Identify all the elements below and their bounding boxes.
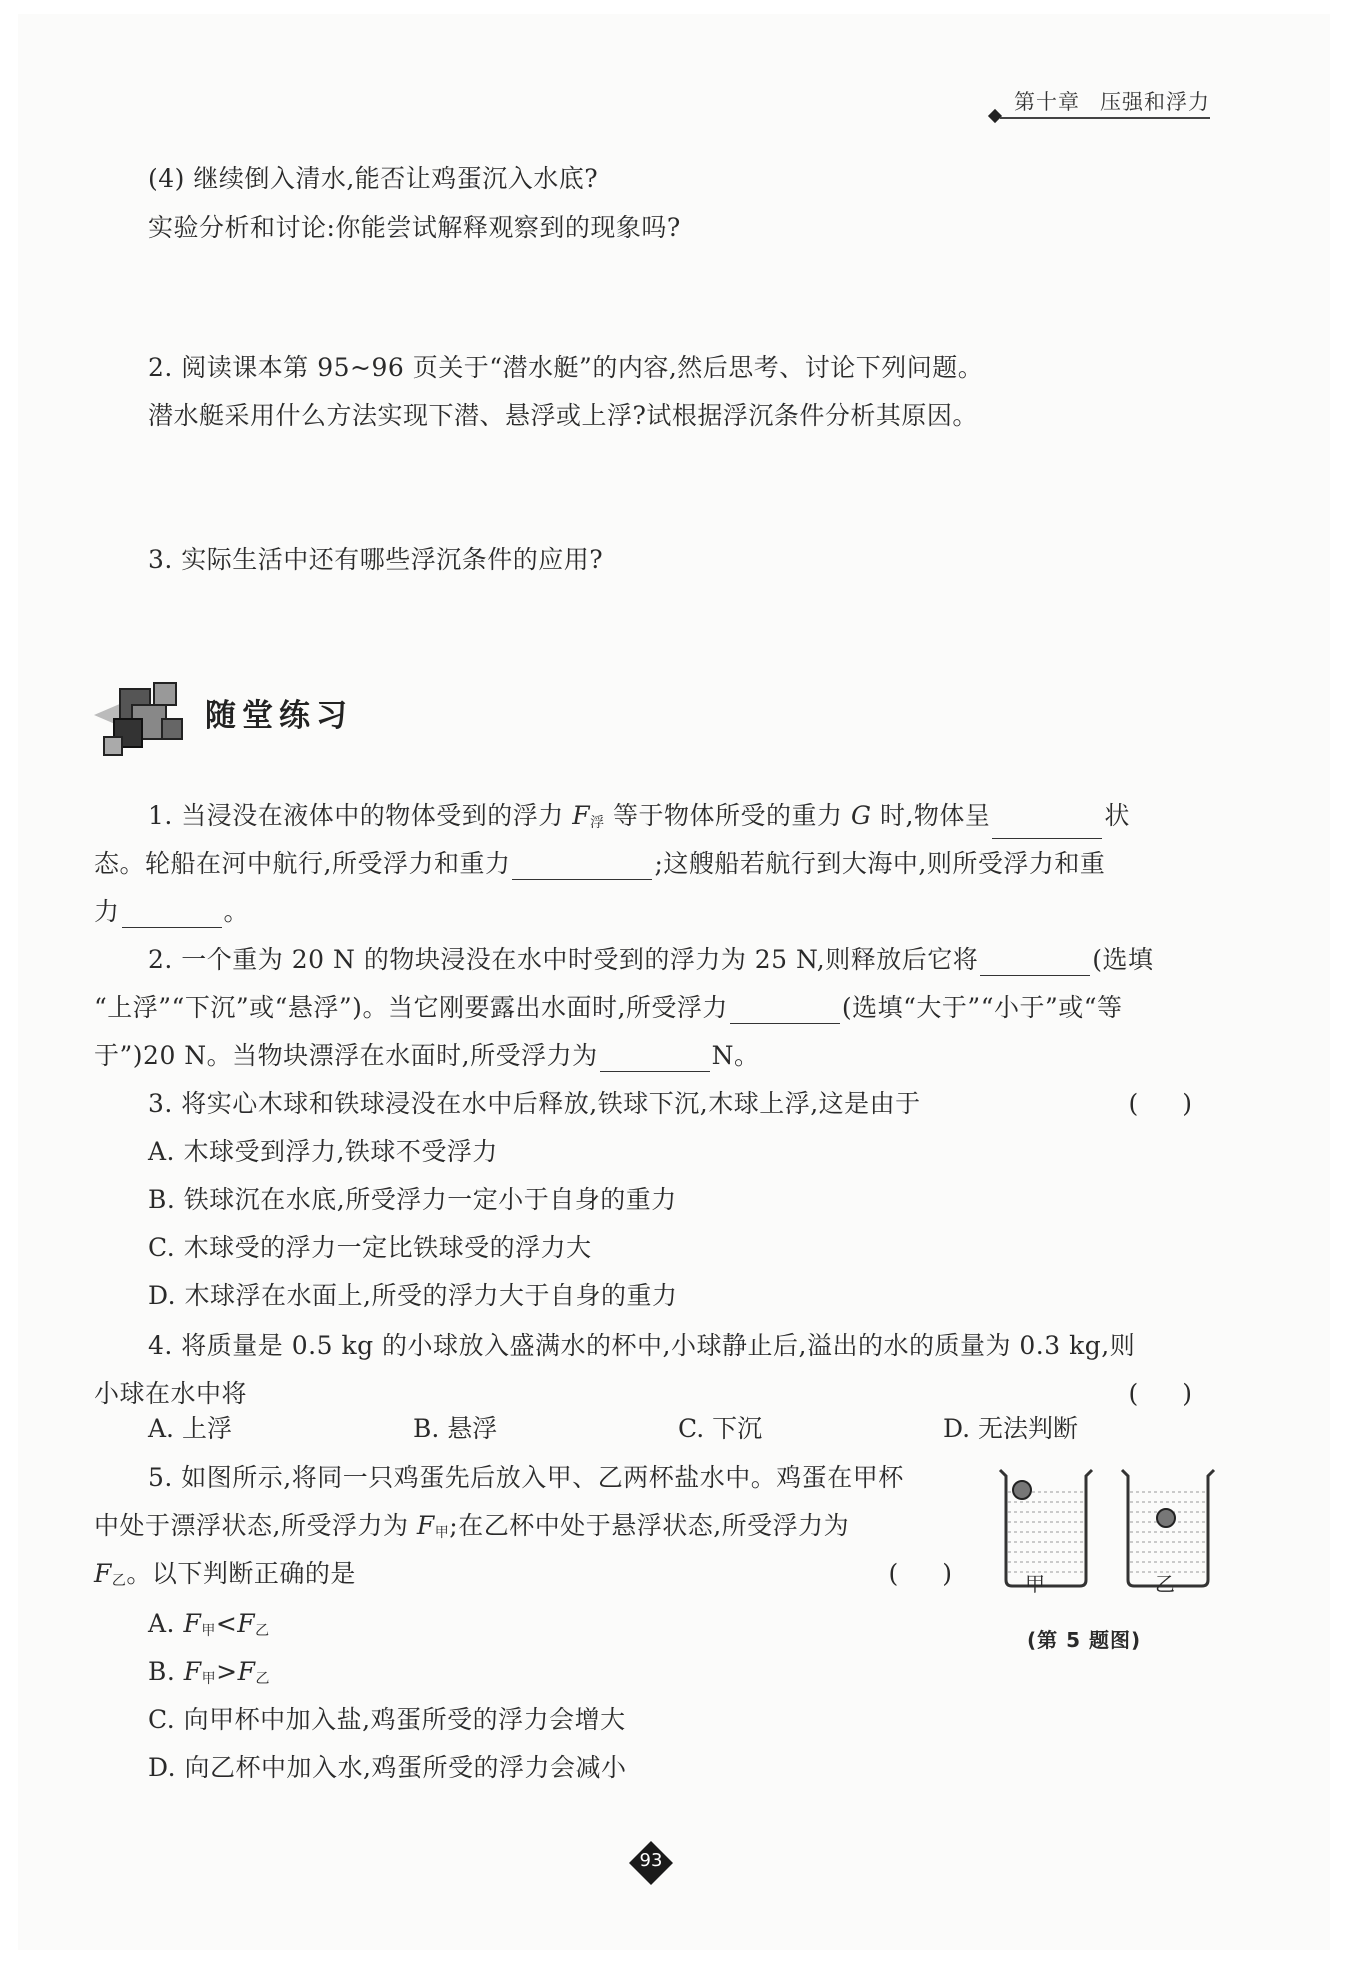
choice-c[interactable]: C. 向甲杯中加入盐,鸡蛋所受的浮力会增大	[148, 1705, 626, 1734]
header-rule	[1000, 117, 1210, 119]
practice-2-line3: 于”)20 N。当物块漂浮在水面时,所受浮力为 N。	[94, 1041, 760, 1070]
answer-blank[interactable]	[730, 999, 840, 1024]
answer-blank[interactable]	[512, 855, 652, 880]
section-title: 随堂练习	[205, 698, 353, 734]
figure-caption: (第 5 题图)	[1027, 1628, 1142, 1652]
choice-d[interactable]: D. 向乙杯中加入水,鸡蛋所受的浮力会减小	[148, 1753, 627, 1782]
choice-b[interactable]: B. 悬浮	[413, 1414, 498, 1443]
answer-paren[interactable]: ( )	[1128, 1089, 1210, 1118]
choice-b[interactable]: B. $F_甲>F_乙$	[148, 1657, 270, 1687]
beaker-jia	[1000, 1470, 1092, 1586]
choice-b[interactable]: B. 铁球沉在水底,所受浮力一定小于自身的重力	[148, 1185, 677, 1214]
practice-3-stem: 3. 将实心木球和铁球浸没在水中后释放,铁球下沉,木球上浮,这是由于	[148, 1089, 921, 1118]
question-4-text: (4) 继续倒入清水,能否让鸡蛋沉入水底?	[148, 164, 599, 193]
answer-paren[interactable]: ( )	[1128, 1379, 1210, 1408]
choice-c[interactable]: C. 下沉	[678, 1414, 763, 1443]
practice-5-line3: $F_乙$。以下判断正确的是	[94, 1559, 356, 1589]
practice-5-line1: 5. 如图所示,将同一只鸡蛋先后放入甲、乙两杯盐水中。鸡蛋在甲杯	[148, 1463, 904, 1492]
choice-a[interactable]: A. 木球受到浮力,铁球不受浮力	[148, 1137, 498, 1166]
answer-blank[interactable]	[980, 951, 1090, 976]
practice-2-line2: “上浮”“下沉”或“悬浮”)。当它刚要露出水面时,所受浮力 (选填“大于”“小于”或“等	[94, 993, 1123, 1022]
chapter-header	[1014, 86, 1210, 116]
choice-d[interactable]: D. 木球浮在水面上,所受的浮力大于自身的重力	[148, 1281, 678, 1310]
practice-1-line1: 1. 当浸没在液体中的物体受到的浮力 $F_浮$ 等于物体所受的重力 G 时,物体呈 状	[148, 800, 1130, 839]
practice-4-line2: 小球在水中将	[94, 1379, 248, 1408]
question-3-text: 3. 实际生活中还有哪些浮沉条件的应用?	[148, 545, 604, 574]
choice-c[interactable]: C. 木球受的浮力一定比铁球受的浮力大	[148, 1233, 592, 1262]
page-number: 93	[639, 1850, 663, 1871]
answer-blank[interactable]	[122, 903, 222, 928]
egg-icon	[1013, 1481, 1031, 1499]
chapter-number: 第十章	[1014, 90, 1080, 114]
egg-icon	[1157, 1509, 1175, 1527]
figure-label-yi: 乙	[1155, 1572, 1176, 1596]
analysis-text: 实验分析和讨论:你能尝试解释观察到的现象吗?	[148, 213, 681, 242]
answer-blank[interactable]	[992, 814, 1102, 839]
chapter-title: 压强和浮力	[1100, 90, 1210, 114]
choice-a[interactable]: A. 上浮	[148, 1414, 232, 1443]
practice-4-choices	[148, 1413, 1238, 1445]
practice-5-line2: 中处于漂浮状态,所受浮力为 $F_甲$;在乙杯中处于悬浮状态,所受浮力为	[94, 1511, 850, 1541]
answer-blank[interactable]	[600, 1047, 710, 1072]
question-2-line1: 2. 阅读课本第 95~96 页关于“潜水艇”的内容,然后思考、讨论下列问题。	[148, 353, 984, 382]
figure-label-jia: 甲	[1025, 1572, 1046, 1596]
choice-a[interactable]: A. $F_甲<F_乙$	[148, 1609, 270, 1639]
question-2-line2: 潜水艇采用什么方法实现下潜、悬浮或上浮?试根据浮沉条件分析其原因。	[148, 401, 978, 430]
practice-4-line1: 4. 将质量是 0.5 kg 的小球放入盛满水的杯中,小球静止后,溢出的水的质量为 0.3 kg,则	[148, 1331, 1136, 1360]
practice-1-line3: 力 。	[94, 897, 250, 926]
section-cube-icon	[92, 675, 192, 760]
choice-d[interactable]: D. 无法判断	[943, 1414, 1079, 1443]
answer-paren[interactable]: ( )	[888, 1559, 970, 1588]
practice-2-line1: 2. 一个重为 20 N 的物块浸没在水中时受到的浮力为 25 N,则释放后它将 (选填	[148, 945, 1154, 974]
practice-1-line2: 态。轮船在河中航行,所受浮力和重力 ;这艘船若航行到大海中,则所受浮力和重	[94, 849, 1106, 878]
